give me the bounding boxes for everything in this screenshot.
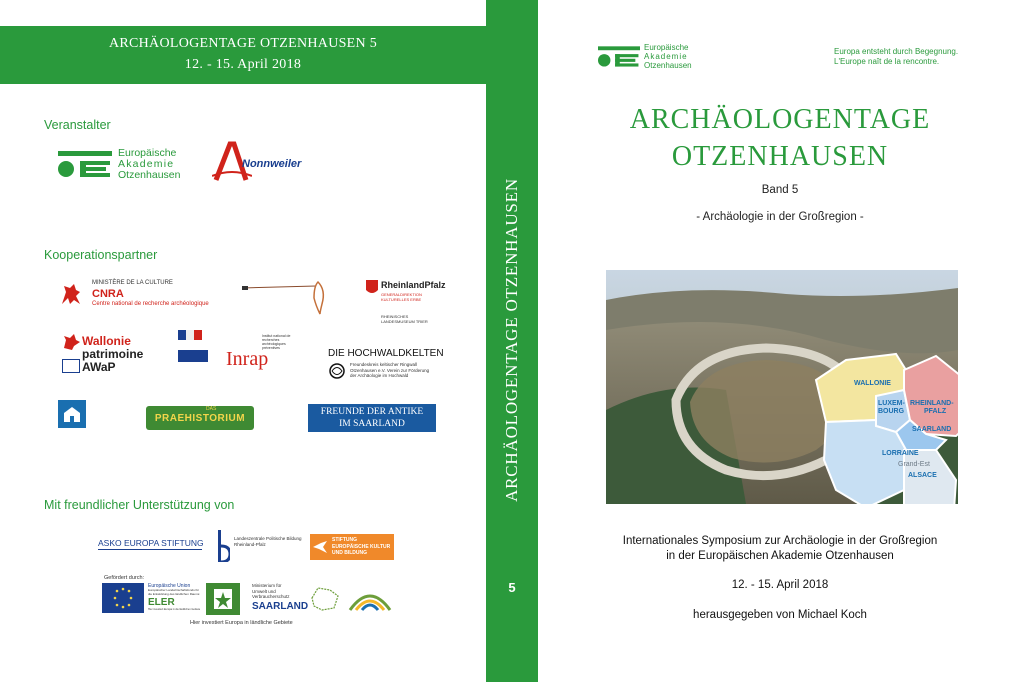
cnra-ministry: MINISTÈRE DE LA CULTURE: [92, 280, 173, 286]
eu-line3: Hier investiert Europa in die ländlichen Gebiete: [148, 608, 201, 611]
asko-logo: [98, 536, 204, 552]
stiftung-line2: EUROPÄISCHE KULTUR: [332, 543, 391, 550]
saarland-name: SAARLAND: [252, 601, 309, 612]
symposium-line2: in der Europäischen Akademie Otzenhausen: [666, 550, 894, 562]
organizers-heading: Veranstalter: [44, 118, 111, 132]
wallonie-line3: AWaP: [82, 360, 116, 374]
cnra-name: CNRA: [92, 288, 124, 300]
flag-blue-icon: [178, 330, 186, 340]
lpb-line2: Rheinland-Pfalz: [234, 542, 266, 547]
front-subtitle: - Archäologie in der Großregion -: [696, 211, 864, 223]
lpb-logo: [218, 530, 302, 566]
saarland-line3: Verbraucherschutz: [252, 594, 290, 599]
map-label-rlp2: PFALZ: [924, 408, 947, 415]
spine: [486, 0, 538, 682]
map-label-lux2: BOURG: [878, 408, 905, 415]
praehistorium-name: PRAEHISTORIUM: [154, 413, 246, 424]
back-band-dates: 12. - 15. April 2018: [184, 57, 302, 72]
eao-back-line3: Otzenhausen: [118, 169, 181, 181]
map-label-wallonie: WALLONIE: [854, 380, 891, 387]
stiftung-line1: STIFTUNG: [332, 537, 357, 543]
antike-line1: FREUNDE DER ANTIKE: [320, 407, 424, 417]
saarland-line2: Umwelt und: [252, 588, 276, 594]
cnra-logo: [58, 280, 223, 312]
rlp-crest-icon: [366, 280, 378, 296]
asko-underline: [98, 549, 202, 550]
map-label-rlp1: RHEINLAND-: [910, 400, 954, 407]
map-label-saarland: SAARLAND: [912, 426, 952, 433]
rural-arc-icon: [346, 584, 394, 614]
rlp-logo: [366, 280, 446, 330]
rlp-name: RheinlandPfalz: [381, 280, 446, 290]
back-cover-band: [0, 26, 486, 84]
amphora-icon: [236, 278, 332, 316]
hochwaldkelten-logo: [328, 348, 444, 388]
wallonie-logo: [62, 334, 152, 374]
flag-white-icon: [186, 330, 194, 340]
antike-line2: IM SAARLAND: [339, 419, 405, 429]
hochwald-desc: Freundeskreis keltischer Ringwall Otzenhausen e.V. Verein zur Förderung der Archäologie im Hochwald: [350, 362, 430, 378]
french-ministry-logos: [178, 330, 214, 382]
back-band-title: ARCHÄOLOGENTAGE OTZENHAUSEN 5: [108, 36, 378, 51]
eao-mark-icon: [58, 151, 112, 181]
hochwald-name: DIE HOCHWALDKELTEN: [328, 348, 444, 359]
rlp-sub1: GENERALDIREKTION KULTURELLES ERBE: [381, 292, 422, 302]
saarland-ministry-logo: [244, 583, 308, 615]
asko-name: ASKO EUROPA STIFTUNG: [98, 538, 204, 548]
inrap-name: Inrap: [226, 348, 269, 370]
freunde-antike-logo: [308, 404, 436, 432]
eao-front-line1: Europäische: [644, 43, 689, 52]
eao-back-line2: Akademie: [118, 158, 175, 170]
lpb-line1: Landeszentrale Politische Bildung: [234, 536, 302, 541]
stiftung-kultur-logo: [310, 534, 394, 560]
nonnweiler-logo: [212, 140, 302, 184]
awap-mark-icon: [62, 359, 80, 373]
eao-front-mark-icon: [598, 46, 640, 70]
flag-red-icon: [194, 330, 202, 340]
eler-label: ELER: [148, 597, 175, 608]
front-title-line1: ARCHÄOLOGENTAGE: [629, 104, 931, 135]
motto-de: Europa entsteht durch Begegnung.: [834, 47, 959, 56]
symposium-line1: Internationales Symposium zur Archäologie in der Großregion: [622, 535, 938, 547]
inrap-logo: [224, 334, 291, 374]
region-map-logo: [310, 586, 340, 612]
cnra-desc: Centre national de recherche archéologique: [92, 301, 209, 307]
archeology-museum-logo: [236, 278, 332, 316]
map-label-luxembourg: [878, 400, 905, 416]
wallonie-line1: Wallonie: [82, 334, 131, 348]
eao-front-line2: Akademie: [644, 52, 688, 61]
motto-fr: L'Europe naît de la rencontre.: [834, 57, 940, 66]
celtic-knot-icon: [328, 362, 346, 380]
eao-front-line3: Otzenhausen: [644, 61, 692, 70]
nonnweiler-label: Nonnweiler: [242, 158, 302, 170]
front-band: Band 5: [761, 184, 799, 196]
support-heading: Mit freundlicher Unterstützung von: [44, 498, 235, 512]
culture-box-icon: [178, 350, 208, 362]
map-label-grand-est: Grand-Est: [898, 461, 930, 468]
leader-logo: [206, 583, 240, 615]
eao-logo-front: [598, 43, 708, 73]
eao-logo-back: [58, 148, 188, 184]
support-footer: Hier investiert Europa in ländliche Gebiete: [190, 620, 293, 626]
map-label-alsace: ALSACE: [908, 472, 937, 479]
motto: [834, 47, 958, 67]
gefoerdert-label: Gefördert durch:: [104, 575, 145, 581]
aerial-photo: [606, 270, 958, 504]
spine-title: ARCHÄOLOGENTAGE OTZENHAUSEN: [502, 178, 521, 502]
praehistorium-top: DAS: [206, 406, 217, 412]
house-icon: [58, 400, 86, 428]
map-label-rlp: [910, 400, 954, 416]
front-editor: herausgegeben von Michael Koch: [693, 609, 867, 621]
praehistorium-logo: [146, 406, 254, 430]
lpb-b-icon: [218, 530, 230, 562]
stiftung-line3: UND BILDUNG: [332, 550, 367, 556]
rooster-icon: [62, 334, 80, 350]
eu-flag-icon: [102, 583, 144, 613]
saarland-line1: Ministerium für: [252, 583, 282, 588]
greater-region-map: [806, 340, 958, 504]
partners-heading: Kooperationspartner: [44, 248, 158, 262]
map-label-lorraine: LORRAINE: [882, 450, 919, 457]
leader-star-icon: [206, 583, 240, 615]
eu-line2: Europäischer Landwirtschaftsfonds für die Entwicklung des ländlichen Raums:: [148, 588, 201, 596]
eu-line1: Europäische Union: [148, 583, 191, 589]
spine-volume: 5: [508, 580, 516, 595]
front-dates: 12. - 15. April 2018: [731, 579, 829, 591]
rural-logo: [346, 584, 394, 614]
eao-back-line1: Europäische: [118, 147, 177, 159]
eu-eler-logo: [102, 583, 202, 613]
lion-icon: [58, 282, 84, 308]
wallonie-line2: patrimoine: [82, 347, 144, 361]
region-map-icon: [310, 586, 340, 612]
dove-icon: [313, 541, 327, 553]
inrap-desc: Institut national de recherches archéologiques préventives: [262, 334, 291, 350]
rlp-sub2: RHEINISCHES LANDESMUSEUM TRIER: [381, 314, 428, 324]
museum-house-logo: [58, 400, 86, 428]
front-title-line2: OTZENHAUSEN: [671, 141, 889, 172]
map-label-lux1: LUXEM-: [878, 400, 905, 407]
